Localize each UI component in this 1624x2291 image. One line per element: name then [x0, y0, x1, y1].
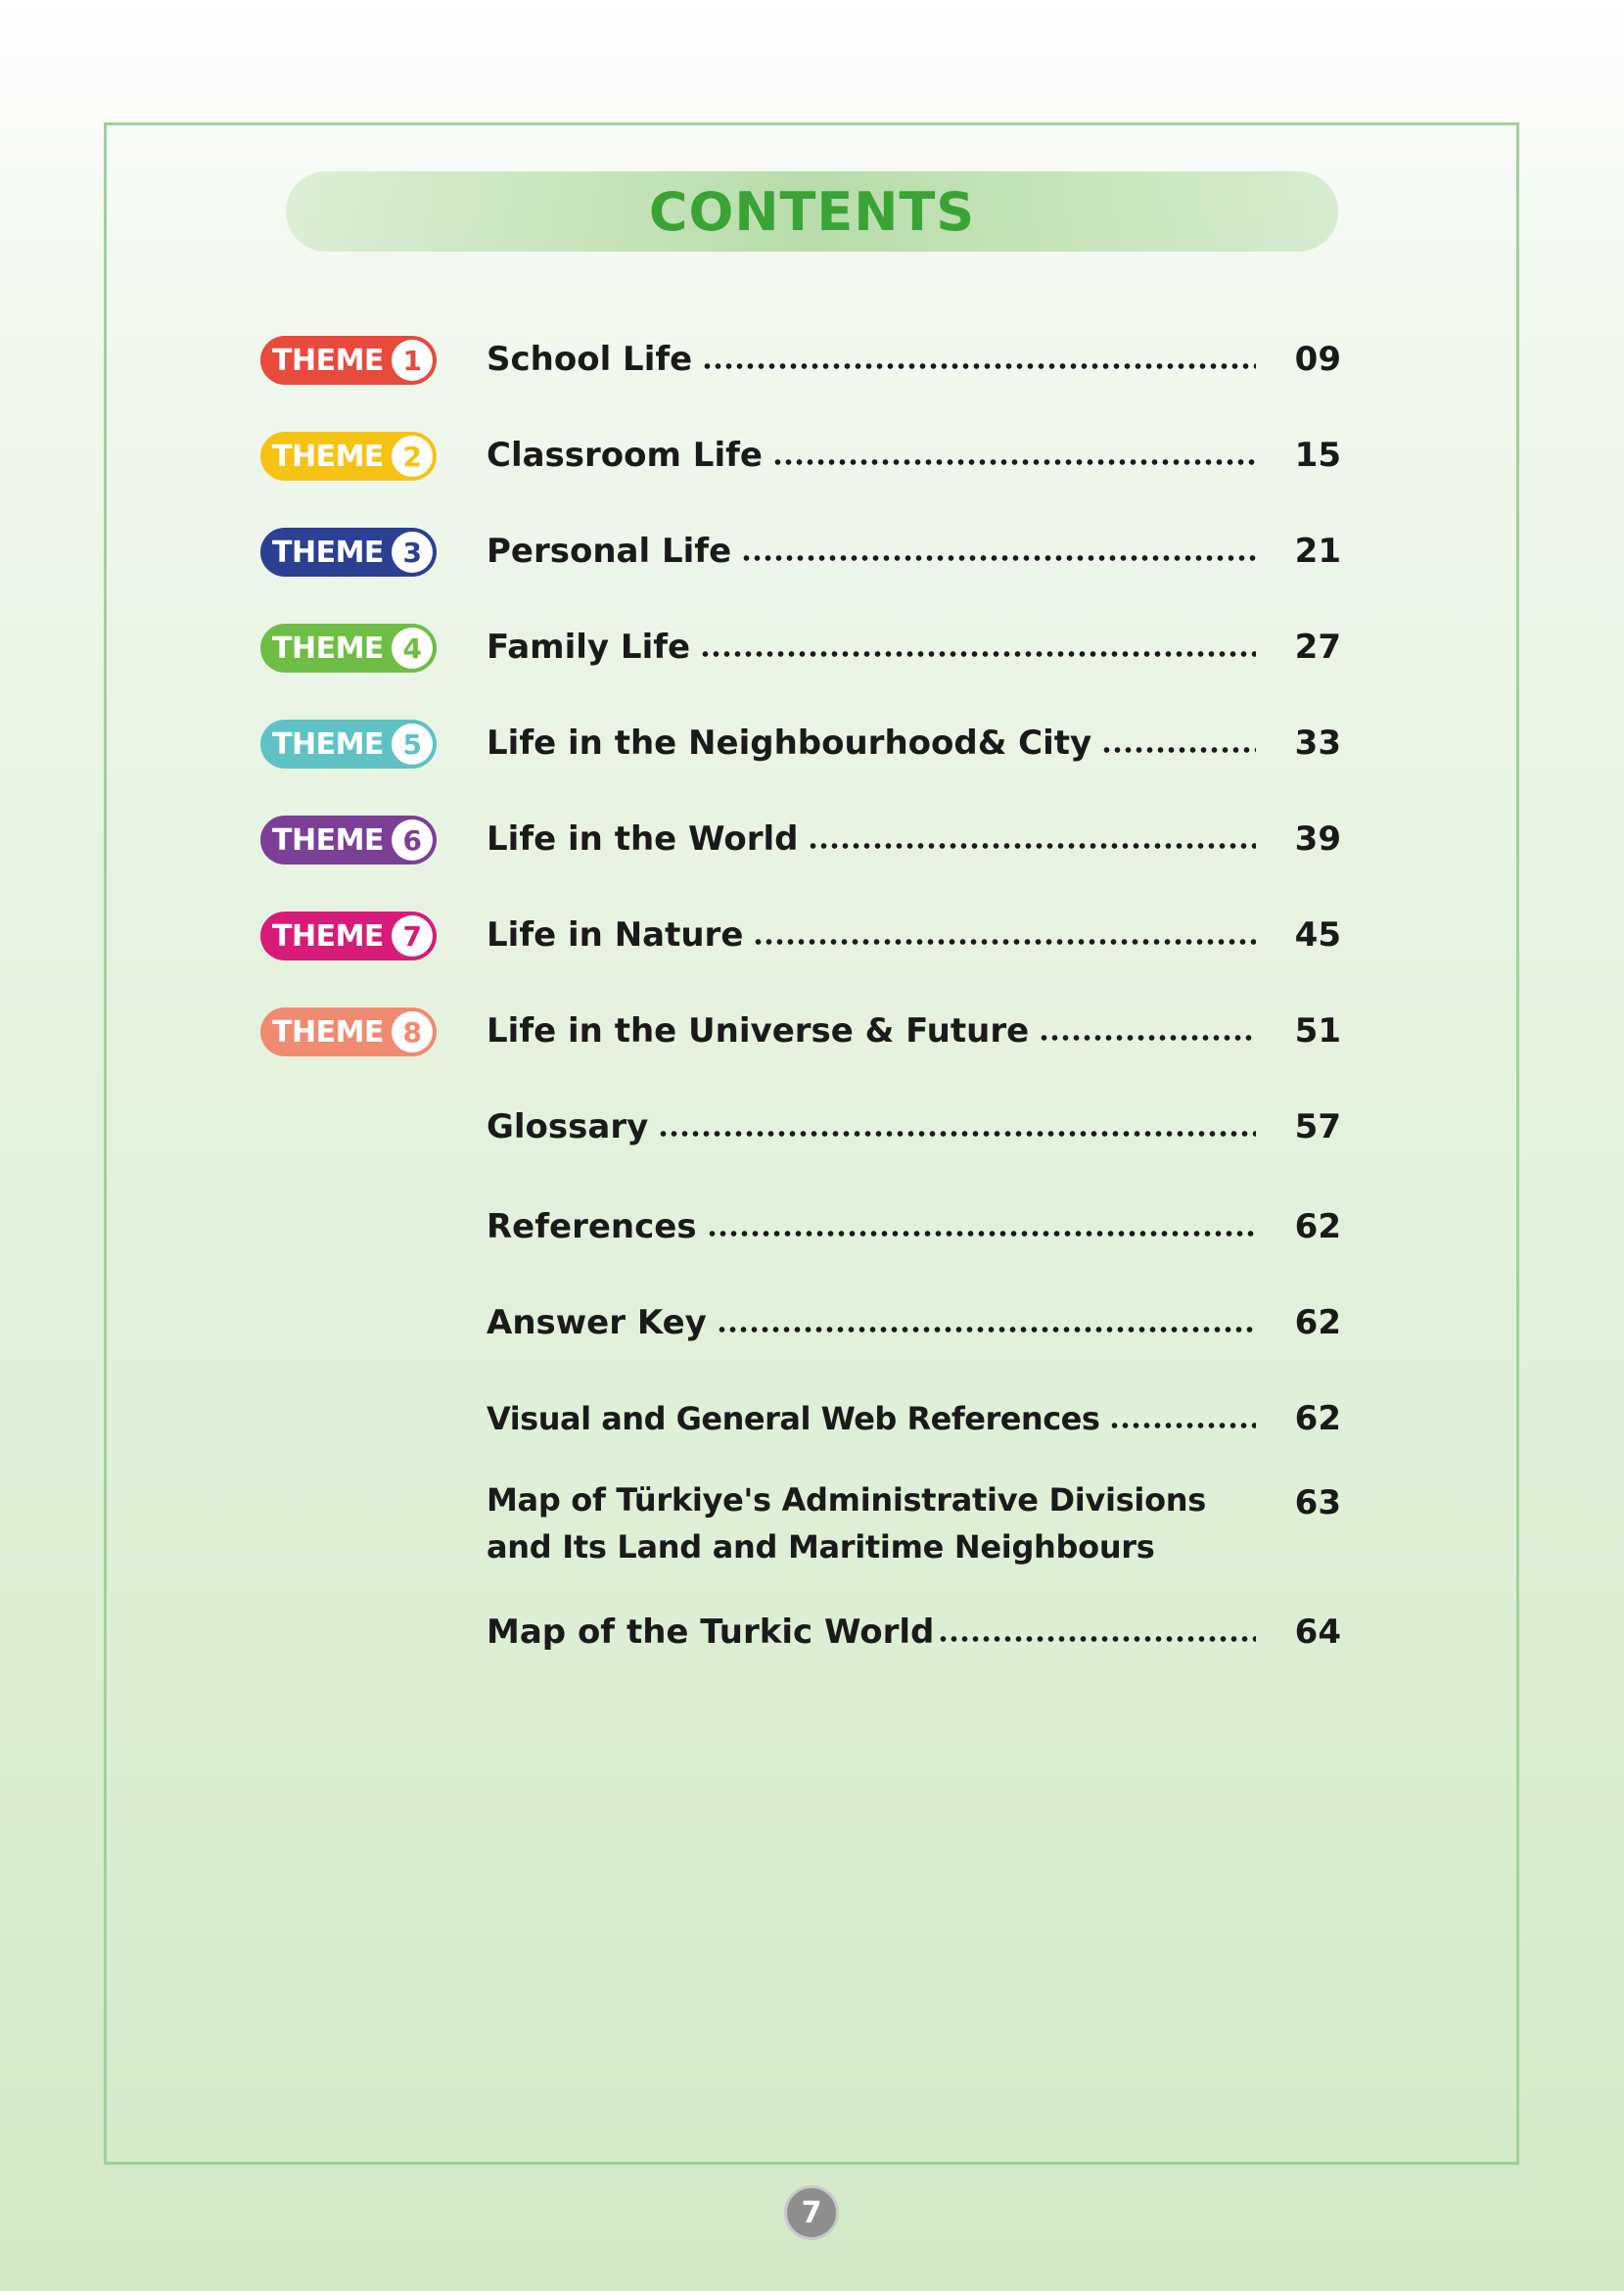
- toc-row-theme-4[interactable]: [0, 618, 1624, 677]
- dot-leader: [717, 1327, 1256, 1333]
- theme-badge-label: THEME: [272, 822, 384, 858]
- theme-number: 6: [392, 819, 433, 861]
- toc-entry: [487, 618, 1256, 677]
- toc-entry-title: Visual and General Web References: [487, 1400, 1100, 1437]
- dot-leader: [707, 1231, 1256, 1237]
- toc-entry: [487, 906, 1256, 964]
- theme-badge-label: THEME: [272, 439, 384, 474]
- toc-page-number: 45: [1294, 915, 1341, 955]
- toc-row-theme-2[interactable]: [0, 426, 1624, 485]
- toc-entry-title: Glossary: [487, 1107, 649, 1146]
- theme-badge: [260, 528, 437, 577]
- toc-row-theme-5[interactable]: [0, 714, 1624, 772]
- dot-leader: [1039, 1035, 1256, 1041]
- toc-row-theme-3[interactable]: [0, 522, 1624, 581]
- theme-number: 5: [392, 724, 433, 765]
- toc-entry-title: References: [487, 1207, 697, 1246]
- theme-badge: [260, 816, 437, 865]
- toc-row-theme-8[interactable]: [0, 1002, 1624, 1060]
- theme-badge: [260, 720, 437, 769]
- page-title: CONTENTS: [648, 180, 976, 243]
- toc-entry: [487, 714, 1256, 772]
- toc-page-number: 57: [1294, 1107, 1341, 1146]
- toc-entry: [487, 1197, 1256, 1256]
- toc-row-map-administrative[interactable]: [487, 1476, 1260, 1570]
- toc-page-number: 27: [1294, 628, 1341, 667]
- dot-leader: [938, 1636, 1256, 1642]
- dot-leader: [753, 939, 1256, 945]
- theme-badge-label: THEME: [272, 1014, 384, 1050]
- toc-row-theme-6[interactable]: [0, 810, 1624, 868]
- toc-entry-title: Family Life: [487, 628, 691, 667]
- toc-entry-title: Classroom Life: [487, 436, 763, 475]
- toc-page-number: 62: [1294, 1207, 1341, 1246]
- dot-leader: [808, 843, 1256, 849]
- toc-entry-title: Life in the World: [487, 819, 799, 859]
- dot-leader: [772, 459, 1256, 465]
- toc-entry: [487, 522, 1256, 581]
- toc-entry-title: Life in Nature: [487, 915, 744, 955]
- toc-entry: [487, 1002, 1256, 1060]
- toc-entry: [487, 1603, 1256, 1661]
- toc-row-map-turkic-world[interactable]: [0, 1603, 1624, 1661]
- theme-number: 3: [392, 532, 433, 573]
- theme-number: 2: [392, 436, 433, 477]
- toc-entry: [487, 1293, 1256, 1352]
- toc-entry: [487, 426, 1256, 485]
- dot-leader: [1109, 1423, 1256, 1428]
- toc-page-number: 09: [1294, 340, 1341, 379]
- theme-badge-label: THEME: [272, 918, 384, 954]
- theme-badge: [260, 336, 437, 385]
- theme-badge: [260, 1007, 437, 1056]
- toc-entry: [487, 1098, 1256, 1156]
- theme-badge: [260, 912, 437, 960]
- theme-badge-label: THEME: [272, 343, 384, 378]
- theme-badge-label: THEME: [272, 535, 384, 570]
- dot-leader: [1101, 747, 1256, 753]
- toc-entry-title: School Life: [487, 340, 693, 379]
- toc-entry-title: Personal Life: [487, 532, 732, 571]
- toc-row-references[interactable]: [0, 1197, 1624, 1256]
- toc-page-number: 63: [1294, 1483, 1341, 1522]
- toc-page-number: 62: [1294, 1399, 1341, 1438]
- page-number: 7: [801, 2195, 822, 2230]
- toc-entry-title: Life in the Universe & Future: [487, 1011, 1030, 1051]
- theme-number: 1: [392, 340, 433, 381]
- toc-row-web-references[interactable]: [0, 1389, 1624, 1448]
- toc-entry-title: Map of the Turkic World: [487, 1613, 935, 1652]
- theme-number: 8: [392, 1011, 433, 1052]
- toc-entry: [487, 330, 1256, 389]
- toc-entry-title-line1: Map of Türkiye's Administrative Divisions: [487, 1481, 1206, 1519]
- dot-leader: [741, 555, 1256, 561]
- toc-entry-title: Answer Key: [487, 1303, 707, 1342]
- theme-badge: [260, 624, 437, 673]
- toc-entry-title-line2: and Its Land and Maritime Neighbours: [487, 1528, 1155, 1566]
- page-number-badge: [784, 2185, 839, 2240]
- theme-number: 7: [392, 915, 433, 957]
- dot-leader: [702, 363, 1256, 369]
- toc-page-number: 33: [1294, 724, 1341, 763]
- toc-page-number: 64: [1294, 1613, 1341, 1652]
- dot-leader: [658, 1131, 1256, 1137]
- toc-page-number: 21: [1294, 532, 1341, 571]
- toc-row-theme-7[interactable]: [0, 906, 1624, 964]
- dot-leader: [700, 651, 1256, 657]
- theme-number: 4: [392, 628, 433, 669]
- theme-badge: [260, 432, 437, 481]
- toc-page-number: 15: [1294, 436, 1341, 475]
- toc-entry-title: Life in the Neighbourhood& City: [487, 724, 1092, 763]
- toc-page-number: 51: [1294, 1011, 1341, 1051]
- toc-row-glossary[interactable]: [0, 1098, 1624, 1156]
- toc-entry: [487, 1389, 1256, 1448]
- theme-badge-label: THEME: [272, 726, 384, 762]
- toc-page-number: 39: [1294, 819, 1341, 859]
- title-banner: [286, 171, 1338, 252]
- toc-row-answer-key[interactable]: [0, 1293, 1624, 1352]
- toc-row-theme-1[interactable]: [0, 330, 1624, 389]
- toc-entry: [487, 810, 1256, 868]
- toc-page-number: 62: [1294, 1303, 1341, 1342]
- theme-badge-label: THEME: [272, 631, 384, 666]
